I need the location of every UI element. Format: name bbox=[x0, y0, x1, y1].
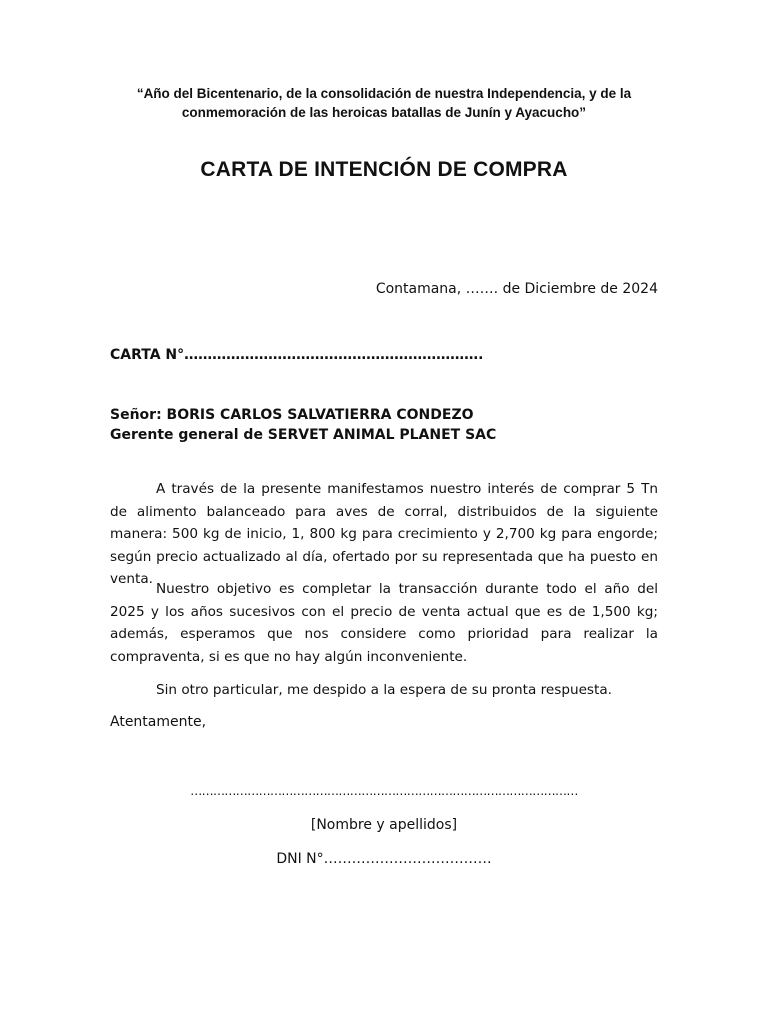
document-title: CARTA DE INTENCIÓN DE COMPRA bbox=[200, 158, 568, 181]
body-paragraph-3: Sin otro particular, me despido a la espera de su pronta respuesta. bbox=[156, 682, 613, 698]
motto-line-1: “Año del Bicentenario, de la consolidación de nuestra Independencia, y de la bbox=[136, 86, 632, 101]
signature-line: ………………………………………………………………………………………… bbox=[190, 784, 578, 798]
addressee-name: Señor: BORIS CARLOS SALVATIERRA CONDEZO bbox=[110, 407, 474, 423]
closing-salutation: Atentamente, bbox=[110, 714, 207, 730]
body-paragraph-2: Nuestro objetivo es completar la transacción durante todo el año del 2025 y los años sucesivos con el precio de venta actual que es de 1,500 kg; además, esperamos que nos considere como prioridad para realizar la compraventa, si es que no hay algún inconveniente. bbox=[110, 581, 658, 665]
addressee-position: Gerente general de SERVET ANIMAL PLANET SAC bbox=[110, 427, 497, 443]
letter-number: CARTA N°………………………………………………………. bbox=[110, 347, 484, 363]
addressee-block bbox=[110, 405, 496, 445]
date-line: Contamana, ……. de Diciembre de 2024 bbox=[375, 281, 658, 297]
signature-dni: DNI N°……………………………… bbox=[276, 851, 492, 867]
body-paragraph-1: A través de la presente manifestamos nuestro interés de comprar 5 Tn de alimento balanceado para aves de corral, distribuidos de la siguiente manera: 500 kg de inicio, 1, 800 kg para crecimiento y 2,700 kg para engorde; según precio actualizado al día, ofertado por su representada que ha puesto en venta. bbox=[110, 481, 658, 587]
official-year-motto bbox=[80, 84, 688, 122]
motto-line-2: conmemoración de las heroicas batallas de Junín y Ayacucho” bbox=[181, 105, 587, 120]
signature-name-placeholder: [Nombre y apellidos] bbox=[310, 817, 458, 833]
